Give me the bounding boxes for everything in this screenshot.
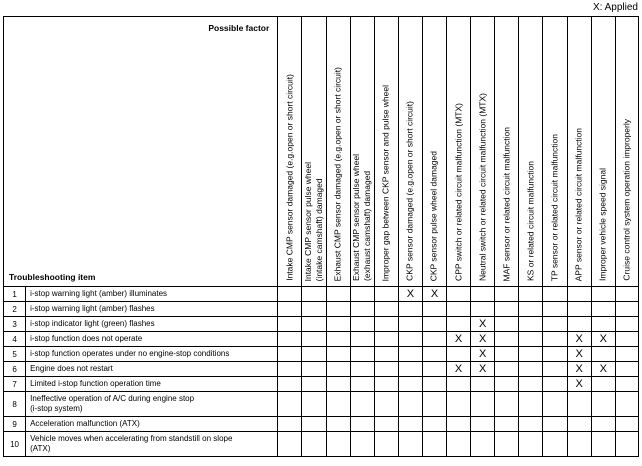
applied-mark: [447, 432, 471, 457]
applied-mark: [615, 347, 638, 362]
item-text: Acceleration malfunction (ATX): [30, 419, 140, 428]
table-row: [4, 432, 639, 457]
applied-mark: [543, 362, 567, 377]
applied-mark: [471, 392, 495, 417]
matrix-body: [4, 287, 639, 457]
applied-mark: [447, 302, 471, 317]
applied-mark: [543, 287, 567, 302]
applied-mark: [567, 287, 591, 302]
troubleshooting-matrix: [3, 16, 639, 457]
factor-label-line2: (intake camshaft) damaged: [313, 178, 324, 281]
applied-mark: [543, 317, 567, 332]
applied-mark: [495, 347, 519, 362]
applied-mark: [591, 392, 615, 417]
header-row: [4, 17, 639, 287]
applied-mark: [543, 302, 567, 317]
item-text: i-stop warning light (amber) flashes: [30, 304, 155, 313]
applied-mark: [471, 432, 495, 457]
applied-mark: [302, 432, 326, 457]
applied-mark: [591, 377, 615, 392]
row-number: 10: [4, 432, 26, 457]
applied-mark: [543, 432, 567, 457]
troubleshooting-item: [26, 287, 278, 302]
applied-mark: [519, 362, 543, 377]
troubleshooting-item: [26, 392, 278, 417]
applied-mark: [615, 362, 638, 377]
applied-mark: [398, 317, 422, 332]
table-row: [4, 417, 639, 432]
factor-label: TP sensor or related circuit malfunction: [549, 133, 560, 281]
corner-header: [4, 17, 278, 287]
applied-mark: [326, 392, 350, 417]
applied-mark: X: [471, 362, 495, 377]
applied-mark: X: [422, 287, 446, 302]
table-row: [4, 317, 639, 332]
troubleshooting-item: [26, 317, 278, 332]
applied-mark: [615, 392, 638, 417]
troubleshooting-item: [26, 362, 278, 377]
factor-header: [615, 17, 638, 287]
applied-mark: [519, 417, 543, 432]
applied-mark: [495, 317, 519, 332]
applied-mark: [326, 332, 350, 347]
applied-mark: [567, 317, 591, 332]
factor-label: Exhaust CMP sensor damaged (e.g.open or short circuit): [332, 66, 343, 281]
applied-mark: [591, 347, 615, 362]
applied-mark: [615, 317, 638, 332]
applied-mark: X: [447, 362, 471, 377]
applied-mark: [302, 347, 326, 362]
applied-mark: [302, 417, 326, 432]
applied-mark: [471, 302, 495, 317]
applied-mark: [422, 392, 446, 417]
table-row: [4, 332, 639, 347]
row-number: 3: [4, 317, 26, 332]
applied-mark: [302, 287, 326, 302]
applied-mark: [422, 417, 446, 432]
applied-mark: [615, 302, 638, 317]
applied-mark: [519, 302, 543, 317]
applied-mark: X: [591, 362, 615, 377]
applied-mark: [350, 302, 374, 317]
factor-label-line2: (exhaust camshaft) damaged: [362, 170, 373, 281]
applied-mark: [374, 362, 398, 377]
applied-mark: X: [567, 377, 591, 392]
applied-mark: [374, 287, 398, 302]
applied-mark: [350, 377, 374, 392]
applied-mark: [543, 392, 567, 417]
applied-mark: [398, 392, 422, 417]
applied-mark: [543, 417, 567, 432]
applied-mark: X: [447, 332, 471, 347]
applied-mark: [422, 432, 446, 457]
applied-mark: X: [591, 332, 615, 347]
applied-mark: [495, 392, 519, 417]
applied-mark: [519, 432, 543, 457]
factor-label: CKP sensor pulse wheel damaged: [428, 150, 439, 281]
factor-header: [374, 17, 398, 287]
possible-factor-label: Possible factor: [208, 23, 270, 33]
factor-header: [471, 17, 495, 287]
applied-mark: [422, 302, 446, 317]
applied-mark: [591, 432, 615, 457]
factor-header: [447, 17, 471, 287]
item-text: Engine does not restart: [30, 364, 113, 373]
applied-mark: [350, 417, 374, 432]
applied-mark: [350, 362, 374, 377]
factor-label: Improper vehicle speed signal: [597, 168, 608, 281]
applied-mark: X: [567, 347, 591, 362]
applied-mark: [519, 347, 543, 362]
factor-label: Intake CMP sensor pulse wheel: [302, 161, 313, 281]
factor-header: [495, 17, 519, 287]
applied-mark: [278, 392, 302, 417]
applied-mark: [374, 377, 398, 392]
table-row: [4, 392, 639, 417]
table-row: [4, 362, 639, 377]
applied-mark: [326, 432, 350, 457]
applied-mark: [447, 377, 471, 392]
applied-mark: [447, 317, 471, 332]
applied-mark: [278, 377, 302, 392]
applied-mark: [326, 302, 350, 317]
applied-mark: [471, 287, 495, 302]
applied-mark: [422, 332, 446, 347]
applied-mark: [495, 287, 519, 302]
factor-label: Cruise control system operation improperly: [621, 119, 632, 281]
applied-mark: [519, 287, 543, 302]
applied-mark: [591, 302, 615, 317]
applied-mark: [447, 392, 471, 417]
applied-mark: [422, 347, 446, 362]
applied-mark: [543, 347, 567, 362]
factor-header: [591, 17, 615, 287]
applied-mark: [302, 332, 326, 347]
troubleshooting-item: [26, 347, 278, 362]
applied-mark: [447, 347, 471, 362]
applied-mark: [398, 302, 422, 317]
applied-mark: [302, 317, 326, 332]
applied-mark: [543, 377, 567, 392]
applied-mark: [422, 317, 446, 332]
table-row: [4, 347, 639, 362]
troubleshooting-item-label: Troubleshooting item: [9, 272, 96, 282]
applied-mark: [495, 362, 519, 377]
item-text: i-stop warning light (amber) illuminates: [30, 289, 168, 298]
applied-mark: [495, 432, 519, 457]
applied-mark: [302, 362, 326, 377]
item-text: i-stop function operates under no engine-stop conditions: [30, 349, 230, 358]
applied-mark: [591, 287, 615, 302]
applied-mark: [398, 362, 422, 377]
applied-mark: [278, 417, 302, 432]
applied-mark: X: [471, 332, 495, 347]
applied-mark: [374, 432, 398, 457]
applied-mark: X: [471, 317, 495, 332]
applied-mark: [326, 347, 350, 362]
applied-mark: [374, 317, 398, 332]
item-text: Ineffective operation of A/C during engine stop: [30, 394, 195, 403]
applied-mark: [471, 417, 495, 432]
factor-header: [422, 17, 446, 287]
applied-mark: [350, 287, 374, 302]
applied-mark: [591, 317, 615, 332]
applied-mark: [615, 377, 638, 392]
factor-header: [350, 17, 374, 287]
applied-mark: [326, 362, 350, 377]
applied-mark: [567, 302, 591, 317]
applied-mark: X: [567, 362, 591, 377]
row-number: 4: [4, 332, 26, 347]
applied-mark: [302, 302, 326, 317]
table-row: [4, 377, 639, 392]
applied-mark: [447, 417, 471, 432]
applied-mark: [326, 377, 350, 392]
applied-mark: [495, 377, 519, 392]
row-number: 1: [4, 287, 26, 302]
factor-label: MAF sensor or related circuit malfunction: [501, 126, 512, 281]
applied-mark: [278, 287, 302, 302]
factor-label: Improper gap between CKP sensor and pulse wheel: [380, 84, 391, 281]
applied-mark: [374, 332, 398, 347]
item-text: Vehicle moves when accelerating from standstill on slope: [30, 434, 233, 443]
factor-header: [519, 17, 543, 287]
applied-mark: [326, 417, 350, 432]
applied-mark: [519, 377, 543, 392]
row-number: 7: [4, 377, 26, 392]
applied-mark: [350, 317, 374, 332]
applied-mark: X: [471, 347, 495, 362]
applied-mark: [326, 317, 350, 332]
applied-mark: [350, 392, 374, 417]
factor-label: KS or related circuit malfunction: [525, 161, 536, 281]
applied-mark: X: [567, 332, 591, 347]
factor-label: Intake CMP sensor damaged (e.g.open or short circuit): [284, 74, 295, 281]
applied-mark: [447, 287, 471, 302]
applied-mark: [422, 377, 446, 392]
troubleshooting-item: [26, 332, 278, 347]
row-number: 9: [4, 417, 26, 432]
item-text: Limited i-stop function operation time: [30, 379, 161, 388]
applied-mark: [278, 317, 302, 332]
applied-mark: [350, 347, 374, 362]
applied-mark: [495, 302, 519, 317]
applied-mark: [350, 332, 374, 347]
applied-mark: [278, 302, 302, 317]
applied-mark: [519, 317, 543, 332]
item-text: i-stop function does not operate: [30, 334, 143, 343]
factor-header: [567, 17, 591, 287]
factor-label: CKP sensor damaged (e.g.open or short circuit): [404, 101, 415, 281]
factor-header: [543, 17, 567, 287]
row-number: 8: [4, 392, 26, 417]
factor-header: [398, 17, 422, 287]
factor-header: [278, 17, 302, 287]
applied-mark: [543, 332, 567, 347]
applied-mark: [302, 377, 326, 392]
applied-mark: [615, 417, 638, 432]
row-number: 6: [4, 362, 26, 377]
factor-label: Neutral switch or related circuit malfunction (MTX): [477, 92, 488, 281]
applied-mark: [519, 392, 543, 417]
applied-mark: [278, 332, 302, 347]
factor-label: Exhaust CMP sensor pulse wheel: [351, 154, 362, 281]
applied-mark: [615, 332, 638, 347]
applied-mark: [398, 432, 422, 457]
applied-mark: [374, 417, 398, 432]
applied-mark: [615, 287, 638, 302]
applied-mark: [495, 332, 519, 347]
applied-mark: [398, 332, 422, 347]
applied-mark: [374, 392, 398, 417]
applied-mark: [398, 417, 422, 432]
table-row: [4, 287, 639, 302]
applied-mark: [302, 392, 326, 417]
applied-mark: [398, 377, 422, 392]
item-text-line2: (i-stop system): [30, 404, 83, 413]
applied-mark: [591, 417, 615, 432]
table-row: [4, 302, 639, 317]
applied-mark: [326, 287, 350, 302]
applied-mark: [350, 432, 374, 457]
troubleshooting-item: [26, 432, 278, 457]
troubleshooting-item: [26, 302, 278, 317]
troubleshooting-item: [26, 417, 278, 432]
item-text: i-stop indicator light (green) flashes: [30, 319, 155, 328]
applied-mark: [519, 332, 543, 347]
applied-mark: [374, 347, 398, 362]
applied-mark: [471, 377, 495, 392]
row-number: 5: [4, 347, 26, 362]
applied-mark: [398, 347, 422, 362]
row-number: 2: [4, 302, 26, 317]
applied-mark: [495, 417, 519, 432]
applied-mark: [567, 432, 591, 457]
applied-mark: [374, 302, 398, 317]
factor-header: [302, 17, 326, 287]
applied-mark: [615, 432, 638, 457]
applied-mark: [422, 362, 446, 377]
applied-mark: [278, 347, 302, 362]
item-text-line2: (ATX): [30, 444, 51, 453]
applied-mark: [567, 392, 591, 417]
factor-label: APP sensor or related circuit malfunction: [573, 127, 584, 281]
applied-mark: [278, 362, 302, 377]
factor-label: CPP switch or related circuit malfunction (MTX): [453, 103, 464, 281]
applied-mark: [567, 417, 591, 432]
applied-mark: X: [398, 287, 422, 302]
legend-applied: X: Applied: [592, 2, 638, 13]
troubleshooting-item: [26, 377, 278, 392]
applied-mark: [278, 432, 302, 457]
factor-header: [326, 17, 350, 287]
